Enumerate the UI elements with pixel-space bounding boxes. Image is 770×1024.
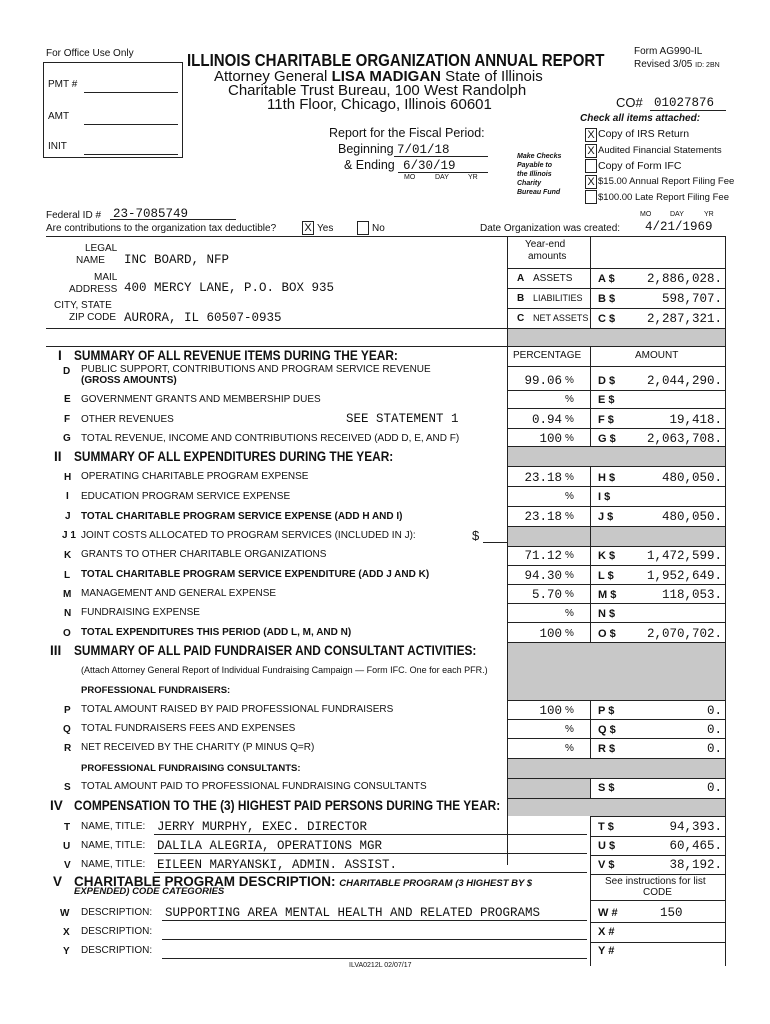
fiscal-begin-value: 7/01/18 [397, 143, 450, 157]
l-line [507, 584, 725, 585]
shade-sec3-head [508, 642, 725, 700]
city-label-1: CITY, STATE [54, 300, 112, 311]
form-title: ILLINOIS CHARITABLE ORGANIZATION ANNUAL REPORT [187, 50, 605, 70]
m-amount: 118,053. [661, 588, 722, 602]
g-label: TOTAL REVENUE, INCOME AND CONTRIBUTIONS RECEIVED (ADD D, E, AND F) [81, 433, 460, 444]
ye-c-amount: 2,287,321. [646, 312, 722, 326]
sec1-top-line [46, 346, 725, 347]
l-code: L $ [598, 570, 614, 582]
s-line [507, 798, 725, 799]
sec3-num: III [50, 643, 62, 658]
form-revised: Revised 3/05 ID: 2BN [634, 59, 720, 70]
h-letter: H [64, 472, 72, 483]
d-letter: D [63, 366, 71, 377]
attached-heading: Check all items attached: [580, 113, 701, 124]
d-amount: 2,044,290. [646, 374, 722, 388]
k-label: GRANTS TO OTHER CHARITABLE ORGANIZATIONS [81, 549, 327, 560]
i-code: I $ [598, 491, 611, 503]
d-pct-sign: % [565, 375, 574, 386]
m-line [507, 603, 725, 604]
w-code: W # [598, 907, 618, 919]
sec5-heading: CHARITABLE PROGRAM DESCRIPTION: CHARITABLE PROGRAM (3 HIGHEST BY $ [74, 874, 533, 889]
k-letter: K [64, 550, 72, 561]
f-amount: 19,418. [669, 413, 722, 427]
y-letter: Y [63, 946, 70, 957]
attach-late-fee-label: $100.00 Late Report Filing Fee [598, 192, 729, 203]
g-amount: 2,063,708. [646, 432, 722, 446]
u-letter: U [63, 841, 71, 852]
n-pct-sign: % [565, 608, 574, 619]
p-amount: 0. [706, 704, 722, 718]
g-pct: 100 [539, 432, 562, 446]
n-line [507, 622, 725, 623]
m-pct-sign: % [565, 589, 574, 600]
f-code: F $ [598, 414, 614, 426]
co-value: 01027876 [654, 96, 715, 110]
created-yr: YR [704, 211, 714, 218]
u-code: U $ [598, 840, 616, 852]
pf-heading: PROFESSIONAL FUNDRAISERS: [81, 685, 231, 696]
fiscal-begin-label: Beginning [338, 142, 394, 156]
k-code: K $ [598, 550, 616, 562]
u-name-field[interactable] [154, 853, 587, 854]
u-name-value: DALILA ALEGRIA, OPERATIONS MGR [157, 839, 383, 853]
fiscal-end-value: 6/30/19 [403, 159, 456, 173]
ye-b-amount: 598,707. [661, 292, 722, 306]
attach-audited-checkbox[interactable]: X [585, 144, 597, 158]
h-code: H $ [598, 472, 616, 484]
o-label: TOTAL EXPENDITURES THIS PERIOD (ADD L, M, AND N) [81, 627, 352, 638]
sec2-num: II [54, 449, 62, 464]
g-pct-sign: % [565, 433, 574, 444]
p-code: P $ [598, 705, 615, 717]
r-letter: R [64, 743, 72, 754]
x-desc-label: DESCRIPTION: [81, 926, 153, 937]
amt-field[interactable] [84, 124, 178, 125]
l-amount: 1,952,649. [646, 569, 722, 583]
j1-line [507, 546, 725, 547]
legal-label-1: LEGAL [85, 243, 118, 254]
make-checks-note: Make Checks Payable to the Illinois Charity Bureau Fund [517, 153, 562, 196]
v-code: V $ [598, 859, 615, 871]
f-label: OTHER REVENUES [81, 414, 174, 425]
federal-id-value: 23-7085749 [113, 207, 189, 221]
t-code: T $ [598, 821, 614, 833]
init-label: INIT [48, 141, 67, 152]
j-pct-sign: % [565, 511, 574, 522]
see-instructions: See instructions for list [605, 876, 706, 887]
g-line [507, 446, 725, 447]
r-pct-sign: % [565, 743, 574, 754]
x-letter: X [63, 927, 70, 938]
fiscal-day: DAY [435, 174, 449, 181]
legal-label-2: NAME [76, 255, 105, 266]
o-pct: 100 [539, 627, 562, 641]
j-code: J $ [598, 511, 614, 523]
ye-b-code: B $ [598, 293, 616, 305]
m-label: MANAGEMENT AND GENERAL EXPENSE [81, 588, 277, 599]
o-pct-sign: % [565, 628, 574, 639]
m-letter: M [63, 589, 72, 600]
o-code: O $ [598, 628, 616, 640]
j-label: TOTAL CHARITABLE PROGRAM SERVICE EXPENSE (ADD H AND I) [81, 511, 403, 522]
f-pct: 0.94 [531, 413, 562, 427]
g-code: G $ [598, 433, 616, 445]
j1-dollar: $ [472, 528, 480, 543]
amt-heading: AMOUNT [635, 350, 679, 361]
j-letter: J [65, 511, 71, 522]
code-heading: CODE [643, 887, 672, 898]
ye-c-code: C $ [598, 313, 616, 325]
sec1-title: SUMMARY OF ALL REVENUE ITEMS DURING THE YEAR: [74, 348, 398, 363]
city-zip-value: AURORA, IL 60507-0935 [124, 311, 282, 325]
pmt-label: PMT # [48, 79, 78, 90]
ye-c-label: NET ASSETS [533, 313, 589, 323]
attach-audited-label: Audited Financial Statements [598, 145, 722, 156]
ye-b-label: LIABILITIES [533, 293, 583, 303]
q-pct-sign: % [565, 724, 574, 735]
e-code: E $ [598, 394, 615, 406]
ye-line-2 [507, 288, 725, 289]
t-name-field[interactable] [154, 834, 587, 835]
amt-label: AMT [48, 111, 70, 122]
deductible-no-checkbox[interactable] [357, 221, 369, 235]
i-letter: I [66, 491, 69, 502]
i-label: EDUCATION PROGRAM SERVICE EXPENSE [81, 491, 291, 502]
shade-sec1-top [508, 328, 725, 346]
pct-heading: PERCENTAGE [513, 350, 582, 361]
w-desc-label: DESCRIPTION: [81, 907, 153, 918]
created-mo: MO [640, 211, 652, 218]
ye-a-code: A $ [598, 273, 615, 285]
t-name-label: NAME, TITLE: [81, 821, 146, 832]
sec5-num: V [53, 874, 63, 889]
e-letter: E [64, 394, 71, 405]
mail-label-1: MAIL [94, 272, 118, 283]
f-line [507, 428, 725, 429]
j1-field[interactable] [483, 542, 507, 543]
deductible-question: Are contributions to the organization tax deductible? [46, 223, 277, 234]
s-letter: S [64, 782, 71, 793]
d-label-2: (GROSS AMOUNTS) [81, 375, 177, 386]
ye-a-letter: A [517, 273, 525, 284]
d-label-1: PUBLIC SUPPORT, CONTRIBUTIONS AND PROGRAM SERVICE REVENUE [81, 364, 431, 375]
p-pct-sign: % [565, 705, 574, 716]
shade-sec2-head [508, 446, 725, 466]
h-pct: 23.18 [524, 471, 562, 485]
p-pct: 100 [539, 704, 562, 718]
sec1-num: I [58, 348, 62, 363]
k-amount: 1,472,599. [646, 549, 722, 563]
l-letter: L [64, 570, 71, 581]
w-line [590, 922, 725, 923]
attach-irs-label: Copy of IRS Return [598, 128, 690, 140]
co-field[interactable] [650, 110, 726, 111]
t-name-value: JERRY MURPHY, EXEC. DIRECTOR [157, 820, 368, 834]
title-line-2: Charitable Trust Bureau, 100 West Randolph [228, 82, 527, 99]
i-line [507, 506, 725, 507]
r-label: NET RECEIVED BY THE CHARITY (P MINUS Q=R) [81, 742, 315, 753]
title-line-1: Attorney General LISA MADIGAN State of Illinois [214, 68, 543, 85]
e-label: GOVERNMENT GRANTS AND MEMBERSHIP DUES [81, 394, 321, 405]
p-letter: P [64, 705, 71, 716]
q-code: Q $ [598, 724, 616, 736]
shade-sec4-head [508, 798, 725, 816]
attach-irs-checkbox[interactable]: X [585, 128, 597, 142]
w-letter: W [60, 908, 70, 919]
shade-j1-pct [508, 526, 590, 546]
sec2-title: SUMMARY OF ALL EXPENDITURES DURING THE YEAR: [74, 449, 394, 464]
h-line [507, 486, 725, 487]
v-name-label: NAME, TITLE: [81, 859, 146, 870]
y-code: Y # [598, 945, 615, 957]
attach-annual-fee-label: $15.00 Annual Report Filing Fee [598, 176, 735, 187]
pc-heading: PROFESSIONAL FUNDRAISING CONSULTANTS: [81, 763, 301, 774]
created-label: Date Organization was created: [480, 223, 621, 234]
ye-a-label: ASSETS [533, 273, 573, 284]
p-line [507, 719, 725, 720]
x-desc-field[interactable] [162, 939, 587, 940]
w-desc-field[interactable] [162, 920, 587, 921]
yearend-heading-2: amounts [528, 251, 567, 262]
j1-letter: J 1 [62, 530, 76, 541]
y-desc-field[interactable] [162, 958, 587, 959]
fiscal-end-label: & Ending [344, 158, 395, 172]
shade-consult-head [508, 758, 725, 778]
t-line [590, 836, 725, 837]
pmt-field[interactable] [84, 92, 178, 93]
sec5-head-line [590, 900, 725, 901]
p-label: TOTAL AMOUNT RAISED BY PAID PROFESSIONAL FUNDRAISERS [81, 704, 394, 715]
s-label: TOTAL AMOUNT PAID TO PROFESSIONAL FUNDRAISING CONSULTANTS [81, 781, 427, 792]
k-line [507, 565, 725, 566]
h-amount: 480,050. [661, 471, 722, 485]
ye-a-amount: 2,886,028. [646, 272, 722, 286]
fiscal-end-field[interactable] [398, 172, 488, 173]
fiscal-yr: YR [468, 174, 478, 181]
h-pct-sign: % [565, 472, 574, 483]
k-pct: 71.12 [524, 549, 562, 563]
fiscal-begin-field[interactable] [394, 156, 488, 157]
v-line [590, 874, 725, 875]
l-label: TOTAL CHARITABLE PROGRAM SERVICE EXPENDITURE (ADD J AND K) [81, 569, 430, 580]
q-amount: 0. [706, 723, 722, 737]
e-line [507, 408, 725, 409]
pc-line [507, 778, 725, 779]
mail-address-value: 400 MERCY LANE, P.O. BOX 935 [124, 281, 335, 295]
n-letter: N [64, 608, 72, 619]
v-amount: 38,192. [669, 858, 722, 872]
w-code-value: 150 [660, 906, 683, 920]
title-line-3: 11th Floor, Chicago, Illinois 60601 [267, 96, 492, 113]
federal-id-label: Federal ID # [46, 210, 102, 221]
k-pct-sign: % [565, 550, 574, 561]
l-pct-sign: % [565, 570, 574, 581]
r-amount: 0. [706, 742, 722, 756]
init-field[interactable] [84, 154, 178, 155]
i-pct-sign: % [565, 491, 574, 502]
v-letter: V [64, 860, 71, 871]
deductible-yes-checkbox[interactable]: X [302, 221, 314, 235]
office-use-heading: For Office Use Only [46, 48, 134, 59]
g-letter: G [63, 433, 71, 444]
u-line [590, 855, 725, 856]
shade-s-pct [508, 778, 590, 798]
ye-line-3 [507, 308, 725, 309]
t-letter: T [64, 822, 71, 833]
sec3-head-line [507, 700, 725, 701]
v-name-value: EILEEN MARYANSKI, ADMIN. ASSIST. [157, 858, 398, 872]
w-desc-value: SUPPORTING AREA MENTAL HEALTH AND RELATED PROGRAMS [165, 906, 541, 920]
deductible-no-label: No [372, 223, 385, 234]
n-label: FUNDRAISING EXPENSE [81, 607, 200, 618]
federal-id-field[interactable] [110, 219, 236, 220]
legal-name-value: INC BOARD, NFP [124, 253, 230, 267]
r-code: R $ [598, 743, 616, 755]
f-pct-sign: % [565, 414, 574, 425]
sec1-head-line [507, 366, 725, 367]
sec5-sub2: EXPENDED) CODE CATEGORIES [74, 886, 225, 897]
yearend-heading-1: Year-end [525, 239, 566, 250]
ye-line-1 [507, 268, 725, 269]
l-pct: 94.30 [524, 569, 562, 583]
j-amount: 480,050. [661, 510, 722, 524]
shade-j1-amt [591, 526, 725, 546]
ye-line-4 [46, 328, 725, 329]
t-amount: 94,393. [669, 820, 722, 834]
j-pct: 23.18 [524, 510, 562, 524]
o-letter: O [63, 628, 71, 639]
fiscal-mo: MO [404, 174, 416, 181]
co-label: CO# [616, 95, 643, 110]
j1-label: JOINT COSTS ALLOCATED TO PROGRAM SERVICES (INCLUDED IN J): [81, 530, 416, 541]
m-pct: 5.70 [531, 588, 562, 602]
d-pct: 99.06 [524, 374, 562, 388]
n-code: N $ [598, 608, 616, 620]
v-name-field[interactable] [154, 872, 587, 873]
u-amount: 60,465. [669, 839, 722, 853]
j-line [507, 526, 725, 527]
sec3-title: SUMMARY OF ALL PAID FUNDRAISER AND CONSULTANT ACTIVITIES: [74, 643, 477, 658]
f-statement: SEE STATEMENT 1 [346, 412, 459, 426]
q-label: TOTAL FUNDRAISERS FEES AND EXPENSES [81, 723, 296, 734]
e-pct-sign: % [565, 394, 574, 405]
city-label-2: ZIP CODE [69, 312, 117, 323]
attach-annual-fee-checkbox[interactable]: X [585, 175, 597, 189]
u-name-label: NAME, TITLE: [81, 840, 146, 851]
d-line [507, 390, 725, 391]
created-value: 4/21/1969 [645, 220, 713, 234]
h-label: OPERATING CHARITABLE PROGRAM EXPENSE [81, 471, 309, 482]
r-line [507, 758, 725, 759]
grid-top-line [46, 236, 725, 237]
d-code: D $ [598, 375, 616, 387]
attach-ifc-label: Copy of Form IFC [598, 160, 682, 172]
created-day: DAY [670, 211, 684, 218]
fiscal-heading: Report for the Fiscal Period: [329, 126, 485, 140]
deductible-yes-label: Yes [317, 223, 334, 234]
q-letter: Q [63, 724, 71, 735]
sec2-head-line [507, 466, 725, 467]
form-footer-code: ILVA0212L 02/07/17 [349, 962, 412, 969]
q-line [507, 738, 725, 739]
grid-right [725, 236, 726, 966]
s-amount: 0. [706, 781, 722, 795]
f-letter: F [64, 414, 71, 425]
mail-label-2: ADDRESS [69, 284, 118, 295]
x-code: X # [598, 926, 615, 938]
sec4-head-line [590, 816, 725, 817]
s-code: S $ [598, 782, 615, 794]
x-line [590, 942, 725, 943]
attach-ifc-checkbox[interactable] [585, 159, 597, 173]
sec4-num: IV [50, 798, 63, 813]
ye-c-letter: C [517, 313, 525, 324]
sec3-note: (Attach Attorney General Report of Individual Fundraising Campaign — Form IFC. One for each PFR.) [81, 665, 488, 675]
o-amount: 2,070,702. [646, 627, 722, 641]
ye-b-letter: B [517, 293, 525, 304]
o-line [507, 642, 725, 643]
m-code: M $ [598, 589, 617, 601]
y-desc-label: DESCRIPTION: [81, 945, 153, 956]
attach-late-fee-checkbox[interactable] [585, 190, 597, 204]
form-id: Form AG990-IL [634, 46, 703, 57]
sec4-title: COMPENSATION TO THE (3) HIGHEST PAID PERSONS DURING THE YEAR: [74, 798, 501, 813]
